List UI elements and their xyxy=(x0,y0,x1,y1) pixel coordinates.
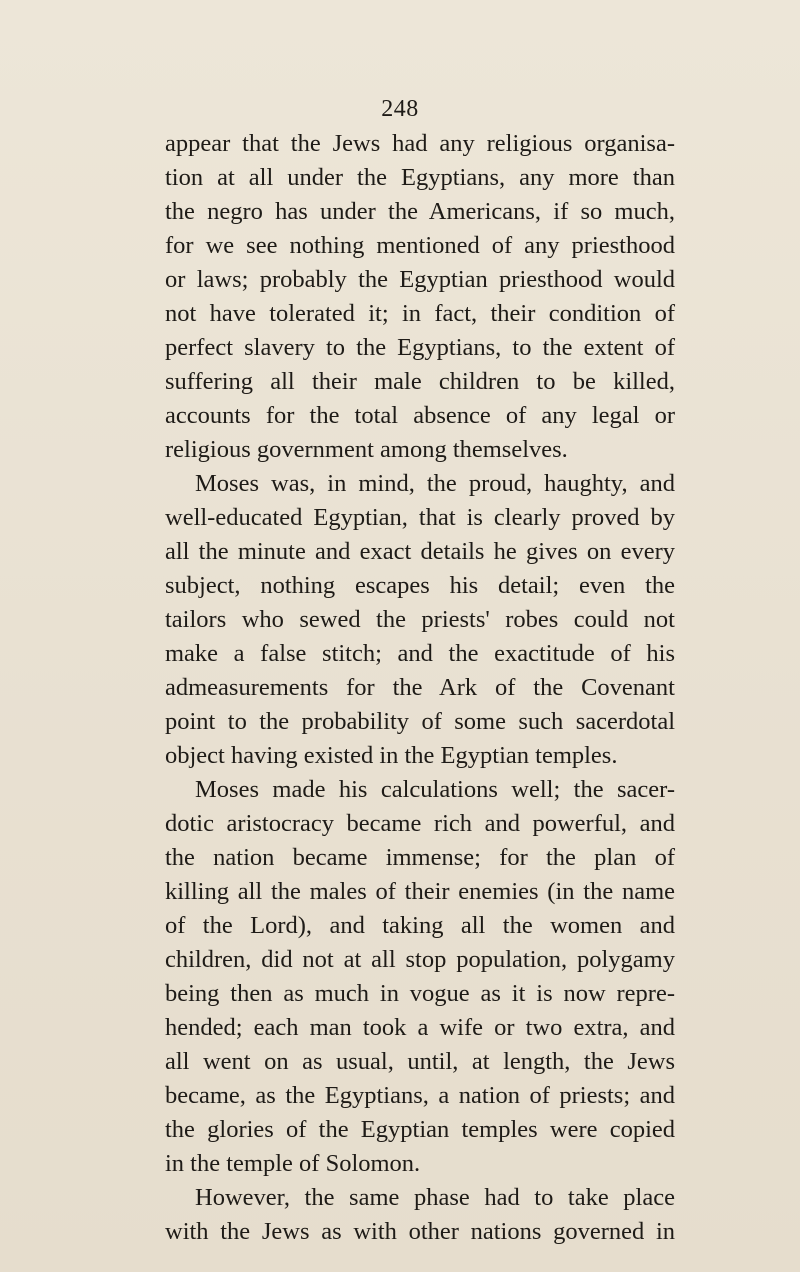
text-line: However, the same phase had to take place xyxy=(195,1184,675,1211)
text-line: suffering all their male children to be killed, xyxy=(165,368,675,395)
text-line: Moses was, in mind, the proud, haughty, and xyxy=(195,470,675,497)
text-line: all the minute and exact details he gives on every xyxy=(165,538,675,565)
text-line: perfect slavery to the Egyptians, to the extent of xyxy=(165,334,675,361)
text-line: with the Jews as with other nations governed in xyxy=(165,1218,675,1245)
text-line: accounts for the total absence of any legal or xyxy=(165,402,675,429)
text-line: tion at all under the Egyptians, any more than xyxy=(165,164,675,191)
text-line: not have tolerated it; in fact, their condition of xyxy=(165,300,675,327)
text-line: all went on as usual, until, at length, the Jews xyxy=(165,1048,675,1075)
text-line: being then as much in vogue as it is now repre- xyxy=(165,980,675,1007)
text-line: became, as the Egyptians, a nation of priests; and xyxy=(165,1082,675,1109)
text-line: appear that the Jews had any religious organisa- xyxy=(165,130,675,157)
text-line: admeasurements for the Ark of the Covenant xyxy=(165,674,675,701)
text-line: subject, nothing escapes his detail; even the xyxy=(165,572,675,599)
text-line: for we see nothing mentioned of any priesthood xyxy=(165,232,675,259)
text-line: well-educated Egyptian, that is clearly proved by xyxy=(165,504,675,531)
text-line: tailors who sewed the priests' robes could not xyxy=(165,606,675,633)
body-text xyxy=(165,127,675,1249)
text-line: point to the probability of some such sacerdotal xyxy=(165,708,675,735)
text-line: object having existed in the Egyptian temples. xyxy=(165,742,618,769)
text-line: make a false stitch; and the exactitude of his xyxy=(165,640,675,667)
text-line: or laws; probably the Egyptian priesthood would xyxy=(165,266,675,293)
text-line: dotic aristocracy became rich and powerful, and xyxy=(165,810,675,837)
text-line: the nation became immense; for the plan of xyxy=(165,844,675,871)
text-line: in the temple of Solomon. xyxy=(165,1150,421,1177)
page-number: 248 xyxy=(381,96,419,122)
text-line: the glories of the Egyptian temples were copied xyxy=(165,1116,675,1143)
text-line: hended; each man took a wife or two extra, and xyxy=(165,1014,675,1041)
text-line: children, did not at all stop population, polygamy xyxy=(165,946,675,973)
text-line: of the Lord), and taking all the women and xyxy=(165,912,675,939)
text-line: killing all the males of their enemies (in the name xyxy=(165,878,675,905)
text-line: the negro has under the Americans, if so much, xyxy=(165,198,675,225)
text-line: religious government among themselves. xyxy=(165,436,568,463)
text-line: Moses made his calculations well; the sacer- xyxy=(195,776,675,803)
